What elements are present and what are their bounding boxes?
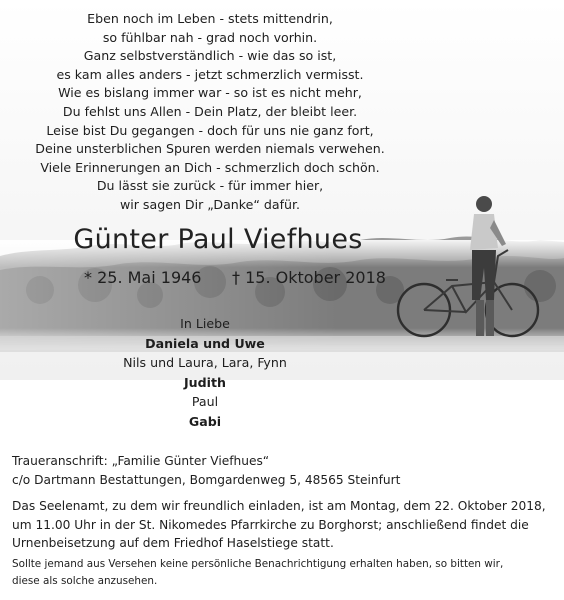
poem-line: Du fehlst uns Allen - Dein Platz, der bleibt leer.	[62, 103, 358, 119]
death-date: † 15. Oktober 2018	[232, 268, 386, 287]
address-line: c/o Dartmann Bestattungen, Bomgardenweg 5, 48565 Steinfurt	[12, 472, 401, 487]
address-line: Traueranschrift: „Familie Günter Viefhues“	[12, 454, 270, 468]
poem-line: Ganz selbstverständlich - wie das so ist,	[83, 48, 337, 64]
notification-footnote	[12, 556, 503, 589]
footnote-line: Sollte jemand aus Versehen keine persönliche Benachrichtigung erhalten haben, so bitten wir,	[12, 558, 504, 570]
mourners-list	[0, 314, 410, 431]
deceased-name: Günter Paul Viefhues	[73, 224, 363, 255]
poem-line: wir sagen Dir „Danke“ dafür.	[119, 196, 301, 212]
mourner-line: Gabi	[188, 413, 222, 429]
service-notice	[12, 497, 546, 553]
mourner-line: Paul	[191, 394, 219, 409]
mourner-line: Judith	[184, 374, 226, 390]
poem-line: Deine unsterblichen Spuren werden niemals verwehen.	[35, 141, 385, 157]
poem-line: Eben noch im Leben - stets mittendrin,	[87, 11, 333, 26]
poem-line: so fühlbar nah - grad noch vorhin.	[102, 29, 318, 45]
poem-line: Leise bist Du gegangen - doch für uns nie ganz fort,	[46, 122, 374, 138]
footnote-line: diese als solche anzusehen.	[12, 574, 158, 587]
mourner-line: In Liebe	[180, 316, 230, 331]
mourner-line: Nils und Laura, Lara, Fynn	[123, 355, 287, 370]
birth-date: * 25. Mai 1946	[84, 268, 202, 287]
mourner-line: Daniela und Uwe	[145, 335, 265, 351]
poem-line: Viele Erinnerungen an Dich - schmerzlich doch schön.	[40, 159, 380, 175]
notice-line: um 11.00 Uhr in der St. Nikomedes Pfarrkirche zu Borghorst; anschließend findet die	[12, 517, 529, 532]
poem-line: es kam alles anders - jetzt schmerzlich vermisst.	[56, 66, 364, 82]
notice-line: Urnenbeisetzung auf dem Friedhof Haselstiege statt.	[12, 536, 334, 550]
condolence-address	[12, 452, 400, 489]
poem-line: Wie es bislang immer war - so ist es nicht mehr,	[58, 85, 362, 101]
memorial-poem	[0, 10, 420, 215]
notice-line: Das Seelenamt, zu dem wir freundlich einladen, ist am Montag, dem 22. Oktober 2018,	[12, 499, 546, 513]
poem-line: Du lässt sie zurück - für immer hier,	[96, 178, 324, 194]
